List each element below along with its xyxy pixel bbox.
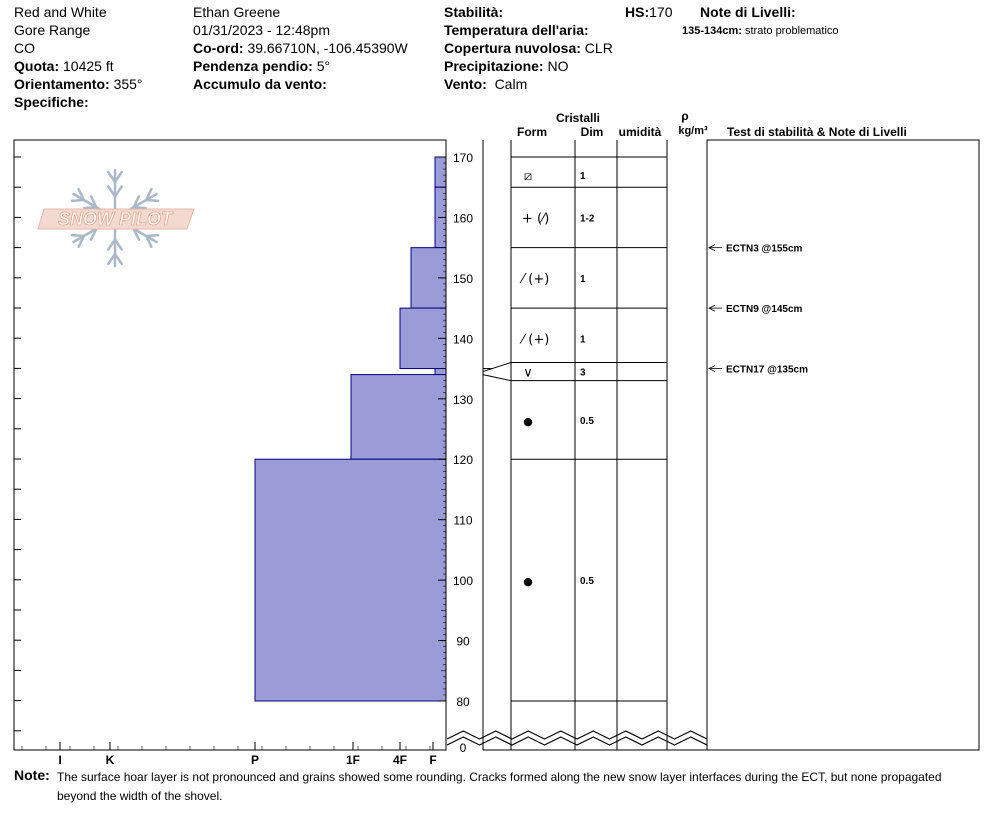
snowflake-branch — [72, 200, 84, 201]
depth-tick-label: 80 — [456, 695, 470, 709]
col-moisture: umidità — [618, 125, 662, 139]
hardness-layers — [255, 157, 446, 701]
hardness-tick-label: F — [429, 753, 437, 767]
col-density-unit: kg/m³ — [678, 125, 708, 137]
grain-size: 0.5 — [580, 415, 594, 427]
wind-value: Calm — [494, 76, 528, 92]
layer-notes-label: Note di Livelli: — [700, 4, 796, 20]
depth-tick-label: 110 — [453, 513, 473, 528]
depth-tick-label: 0 — [459, 741, 467, 755]
depth-tick-label: 120 — [452, 453, 474, 468]
layer-note-range: 135-134cm: — [682, 25, 742, 37]
depth-tick-label: 150 — [452, 271, 474, 286]
tests-column-border — [707, 140, 979, 750]
note-label: Note: — [14, 767, 50, 783]
site-name: Red and White — [14, 4, 107, 20]
hardness-layer — [435, 157, 446, 187]
column-headers — [517, 109, 907, 139]
cloud-value: CLR — [584, 40, 613, 56]
depth-tick-label: 90 — [456, 634, 470, 649]
wind-loading-label: Accumulo da vento: — [193, 76, 327, 92]
state-name: CO — [14, 40, 35, 56]
depth-tick-label: 160 — [452, 211, 474, 226]
hardness-layer — [351, 375, 446, 460]
hardness-tick-label: 4F — [392, 753, 408, 767]
stability-tests — [709, 244, 808, 376]
specifics-label: Specifiche: — [14, 94, 89, 110]
axis-break-zigzag — [447, 731, 707, 739]
col-tests: Test di stabilità & Note di Livelli — [727, 125, 907, 139]
grain-size: 1 — [580, 171, 586, 183]
depth-tick-label: 130 — [452, 392, 474, 407]
grain-table — [447, 140, 979, 750]
hs-label: HS: — [625, 4, 650, 20]
grain-size: 1 — [580, 334, 586, 346]
axis-break-zigzag — [447, 737, 707, 745]
col-crystals: Cristalli — [555, 111, 601, 125]
coord-value: 39.66710N, -106.45390W — [247, 40, 408, 56]
col-size: Dim — [580, 125, 604, 139]
air-temp-label: Temperatura dell'aria: — [444, 22, 589, 38]
hardness-tick-label: I — [58, 753, 62, 767]
hs-value: 170 — [649, 4, 673, 20]
col-form: Form — [517, 125, 547, 139]
elevation-value: 10425 ft — [63, 58, 114, 74]
boundary-connector — [483, 363, 511, 372]
boundary-connector — [483, 375, 511, 381]
cloud-label: Copertura nuvolosa: — [444, 40, 581, 56]
layer-note-text: strato problematico — [745, 25, 839, 37]
hardness-layer — [255, 459, 446, 701]
hardness-layer — [435, 369, 446, 375]
grain-form: ● — [523, 414, 533, 428]
grain-form: + (⁄) — [522, 211, 550, 227]
grain-form: ⧄ — [523, 169, 533, 185]
snowflake-branch — [84, 207, 96, 208]
precip-label: Precipitazione: — [444, 58, 544, 74]
observation-datetime: 01/31/2023 - 12:48pm — [193, 22, 330, 38]
depth-tick-label: 170 — [452, 151, 474, 165]
test-label: ECTN3 @155cm — [726, 243, 803, 255]
hardness-tick-label: 1F — [345, 753, 361, 767]
slope-label: Pendenza pendio: — [193, 58, 313, 74]
snowflake-branch — [146, 235, 158, 236]
hardness-tick-label: P — [250, 753, 260, 767]
col-rho: ρ — [681, 109, 689, 123]
snowflake-branch — [72, 235, 84, 236]
aspect-value: 355° — [113, 76, 143, 92]
grain-form: ∨ — [523, 365, 533, 381]
range-name: Gore Range — [14, 22, 91, 38]
depth-tick-label: 140 — [452, 332, 474, 347]
snowflake-branch — [146, 200, 158, 201]
hardness-tick-label: K — [105, 753, 115, 767]
slope-value: 5° — [316, 58, 331, 74]
grain-size: 0.5 — [580, 576, 594, 588]
grain-form: ⁄ (+) — [522, 332, 550, 348]
precip-value: NO — [547, 58, 569, 74]
wind-label: Vento: — [444, 76, 487, 92]
elevation-label: Quota: — [14, 58, 60, 74]
grain-size: 1-2 — [580, 213, 595, 225]
hardness-axis — [22, 742, 437, 767]
logo-text: SNOW PILOT — [58, 209, 172, 229]
grain-form: ● — [523, 575, 533, 589]
grain-form: ⁄ (+) — [522, 271, 550, 287]
snowpilot-logo — [38, 170, 194, 266]
depth-tick-label: 100 — [452, 574, 474, 589]
test-label: ECTN17 @135cm — [726, 364, 809, 376]
grain-size: 1 — [580, 273, 586, 285]
grain-size: 3 — [580, 367, 586, 379]
stability-label: Stabilità: — [444, 4, 504, 20]
test-label: ECTN9 @145cm — [726, 304, 803, 316]
observer-name: Ethan Greene — [193, 4, 281, 20]
coord-label: Co-ord: — [193, 40, 244, 56]
note-text: The surface hoar layer is not pronounced and grains showed some rounding. Cracks formed along the new snow layer interfaces during the ECT, but none propagated beyond the width of the shovel. — [57, 770, 942, 803]
snowflake-branch — [134, 207, 146, 208]
aspect-label: Orientamento: — [14, 76, 110, 92]
